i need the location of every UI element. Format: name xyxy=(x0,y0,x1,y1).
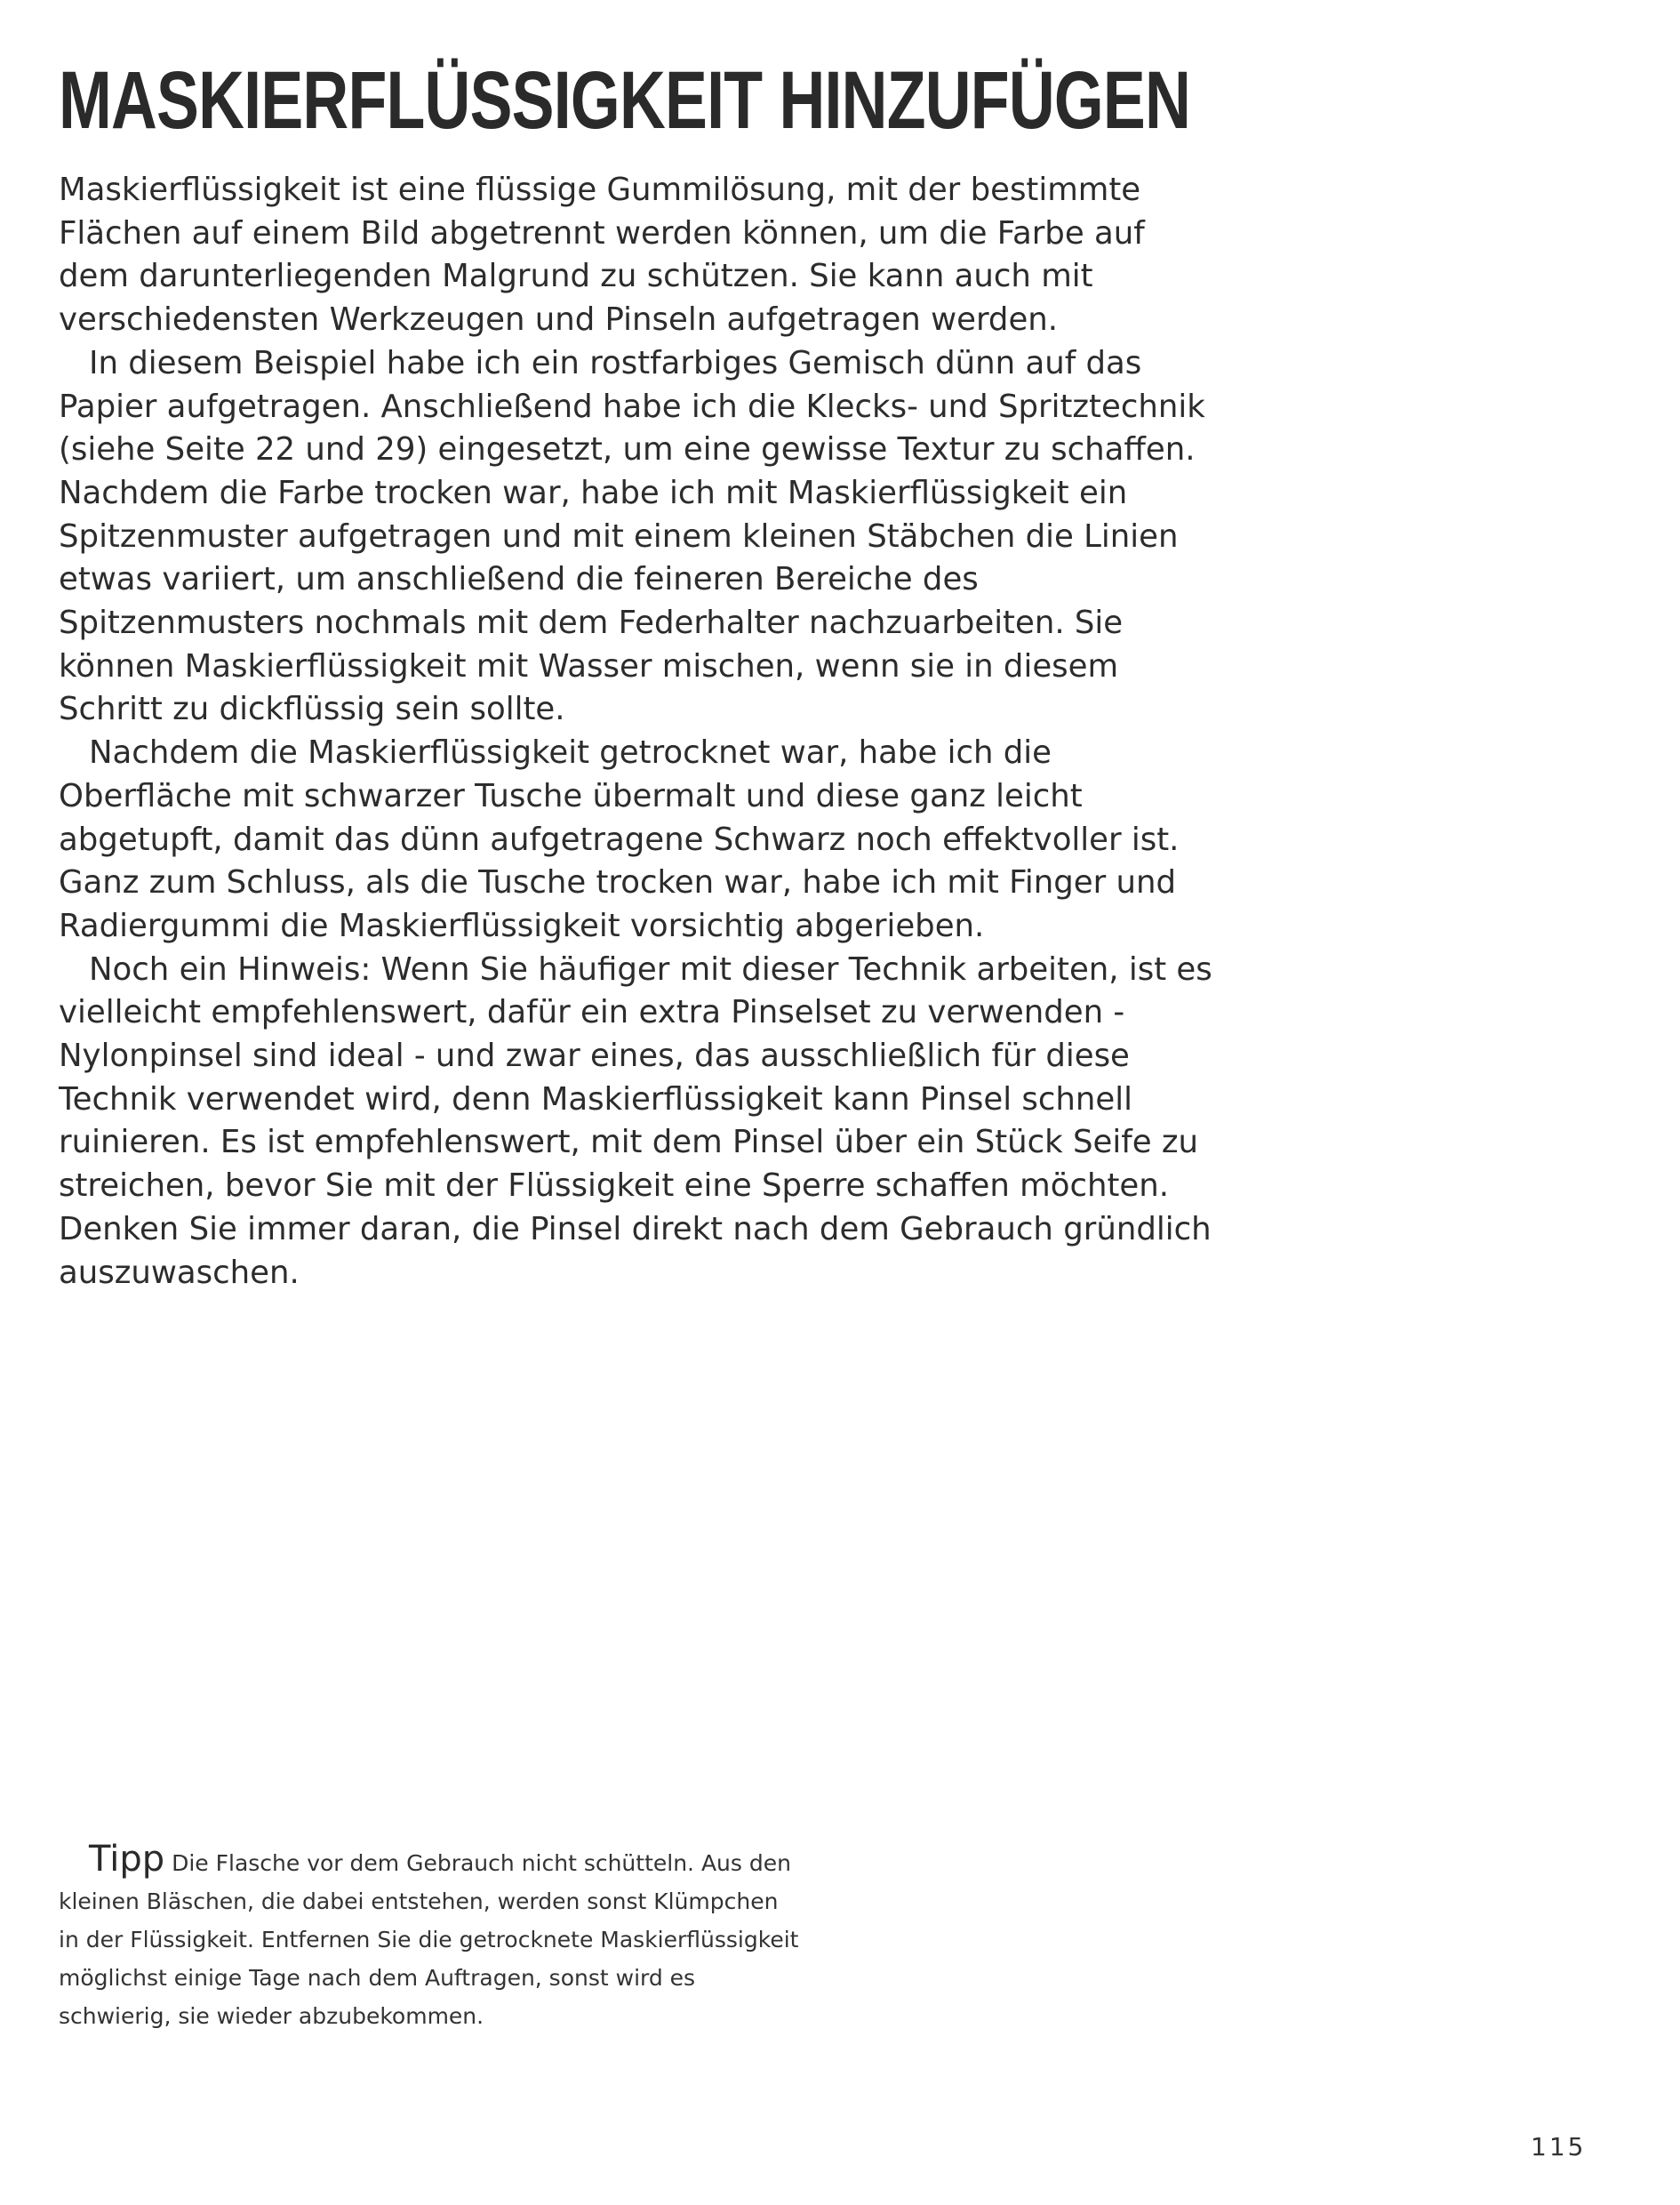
tip-box xyxy=(59,1840,805,2035)
page-title: MASKIERFLÜSSIGKEIT HINZUFÜGEN xyxy=(59,55,1191,146)
tip-text: Die Flasche vor dem Gebrauch nicht schütteln. Aus den kleinen Bläschen, die dabei entstehen, werden sonst Klümpchen in der Flüssigkeit. Entfernen Sie die getrocknete Maskierflüssigkeit möglichst einige Tage nach dem Auftragen, sonst wird es schwierig, sie wieder abzubekommen. xyxy=(59,1850,799,2029)
paragraph-ink: Nachdem die Maskierflüssigkeit getrocknet war, habe ich die Oberfläche mit schwarzer Tusche übermalt und diese ganz leicht abgetupft, damit das dünn aufgetragene Schwarz noch effektvoller ist. Ganz zum Schluss, als die Tusche trocken war, habe ich mit Finger und Radiergummi die Maskierflüssigkeit vorsichtig abgerieben. xyxy=(59,734,1180,944)
body-text xyxy=(59,169,1223,1295)
paragraph-hint: Noch ein Hinweis: Wenn Sie häufiger mit dieser Technik arbeiten, ist es vielleicht empfehlenswert, dafür ein extra Pinselset zu verwenden - Nylonpinsel sind ideal - und zwar eines, das ausschließlich für diese Technik verwendet wird, denn Maskierflüssigkeit kann Pinsel schnell ruinieren. Es ist empfehlenswert, mit dem Pinsel über ein Stück Seife zu streichen, bevor Sie mit der Flüssigkeit eine Sperre schaffen möchten. Denken Sie immer daran, die Pinsel direkt nach dem Gebrauch gründlich auszuwaschen. xyxy=(59,950,1212,1291)
paragraph-example: In diesem Beispiel habe ich ein rostfarbiges Gemisch dünn auf das Papier aufgetragen. Anschließend habe ich die Klecks- und Spritztechnik (siehe Seite 22 und 29) eingesetzt, um eine gewisse Textur zu schaffen. Nachdem die Farbe trocken war, habe ich mit Maskierflüssigkeit ein Spitzenmuster aufgetragen und mit einem kleinen Stäbchen die Linien etwas variiert, um anschließend die feineren Bereiche des Spitzenmusters nochmals mit dem Federhalter nachzuarbeiten. Sie können Maskierflüssigkeit mit Wasser mischen, wenn sie in diesem Schritt zu dickflüssig sein sollte. xyxy=(59,344,1205,728)
page-number: 115 xyxy=(1531,2132,1587,2161)
paragraph-intro: Maskierflüssigkeit ist eine flüssige Gummilösung, mit der bestimmte Flächen auf einem Bild abgetrennt werden können, um die Farbe auf dem darunterliegenden Malgrund zu schützen. Sie kann auch mit verschiedensten Werkzeugen und Pinseln aufgetragen werden. xyxy=(59,172,1145,339)
tip-label: Tipp xyxy=(89,1839,165,1880)
